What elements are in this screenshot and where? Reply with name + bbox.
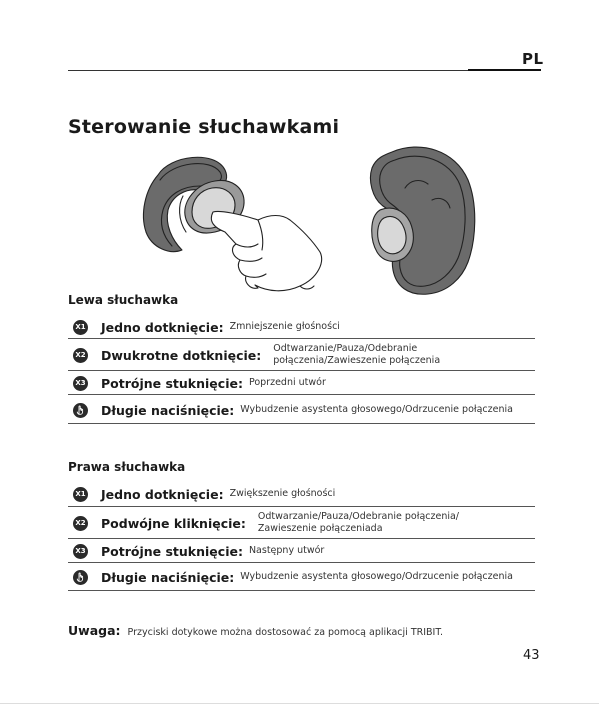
- gesture-action: Wybudzenie asystenta głosowego/Odrzucenie połączenia: [240, 571, 513, 582]
- gesture-action: Zwiększenie głośności: [229, 488, 336, 499]
- gesture-action: Następny utwór: [248, 545, 325, 556]
- left-control-row: [68, 372, 535, 395]
- left-control-row: [68, 316, 535, 339]
- page-title: Sterowanie słuchawkami: [68, 116, 340, 138]
- right-control-row: [68, 508, 535, 539]
- gesture-action-cont: Zawieszenie połączeniada: [257, 523, 383, 534]
- gesture-action: Odtwarzanie/Pauza/Odebranie połączenia/: [257, 511, 460, 522]
- gesture-label: Potrójne stuknięcie:: [101, 543, 243, 559]
- note-text: Przyciski dotykowe można dostosować za pomocą aplikacji TRIBIT.: [127, 627, 444, 638]
- right-earbud-heading: Prawa słuchawka: [68, 460, 186, 474]
- gesture-label: Jedno dotknięcie:: [101, 486, 224, 502]
- gesture-label: Długie naciśnięcie:: [101, 402, 235, 418]
- page-edge: [0, 703, 599, 704]
- gesture-action: Zmniejszenie głośności: [229, 321, 340, 332]
- long-press-hand-icon: [73, 403, 88, 418]
- page-number: 43: [523, 648, 540, 663]
- left-control-row: [68, 340, 535, 371]
- tapping-hand-drawing: [211, 211, 321, 290]
- x1-badge-icon: X1: [73, 487, 88, 502]
- gesture-label: Potrójne stuknięcie:: [101, 375, 243, 391]
- gesture-label: Podwójne kliknięcie:: [101, 515, 246, 531]
- right-control-row: [68, 540, 535, 563]
- gesture-action-cont: połączenia/Zawieszenie połączenia: [273, 355, 441, 366]
- gesture-label: Długie naciśnięcie:: [101, 569, 235, 585]
- left-control-row: [68, 397, 535, 424]
- x2-badge-icon: X2: [73, 348, 88, 363]
- note: [68, 623, 443, 638]
- x1-badge-icon: X1: [73, 320, 88, 335]
- gesture-label: Dwukrotne dotknięcie:: [101, 347, 262, 363]
- right-control-row: [68, 482, 535, 507]
- left-earbud-heading: Lewa słuchawka: [68, 293, 179, 307]
- x3-badge-icon: X3: [73, 376, 88, 391]
- x2-badge-icon: X2: [73, 516, 88, 531]
- gesture-label: Jedno dotknięcie:: [101, 319, 224, 335]
- gesture-action: Odtwarzanie/Pauza/Odebranie: [273, 343, 418, 354]
- note-label: Uwaga:: [68, 623, 121, 638]
- right-earbud-drawing: [370, 147, 474, 294]
- left-earbud-drawing: [143, 157, 244, 251]
- long-press-hand-icon: [73, 570, 88, 585]
- gesture-action: Wybudzenie asystenta głosowego/Odrzucenie połączenia: [240, 404, 513, 415]
- x3-badge-icon: X3: [73, 544, 88, 559]
- right-control-row: [68, 564, 535, 591]
- language-code: PL: [522, 50, 544, 68]
- gesture-action: Poprzedni utwór: [248, 377, 326, 388]
